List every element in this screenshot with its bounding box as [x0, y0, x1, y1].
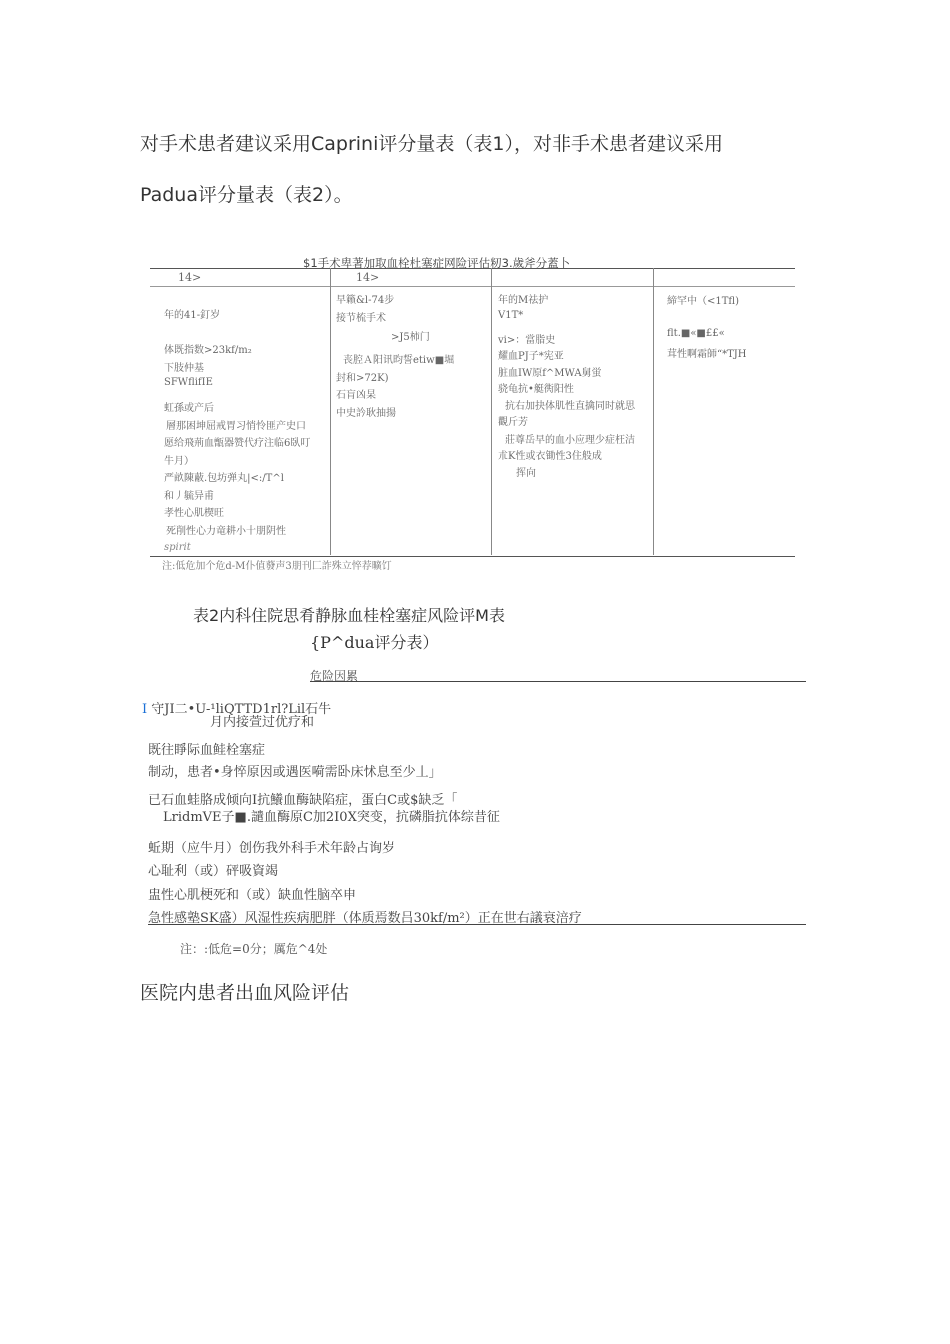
table2-row: 盅性心肌梗死和（或）缺血性脑卒申: [148, 888, 357, 903]
intro-line-2: Padua评分量表（表2）。: [140, 184, 353, 206]
table2-risk-header: 危险因累: [310, 669, 359, 683]
table1-header-col1: 14>: [178, 271, 202, 284]
table1-header-rule: [150, 286, 795, 287]
table1-caption: $1手术卑著加取血栓杜塞症网险评估籾3.歲斧分蓋卜: [303, 256, 571, 270]
table1-cell: flt.■«■££«: [667, 328, 725, 339]
table2-row: 蚯期（应牛月）创伤我外科手术年龄占询岁: [148, 841, 396, 856]
table2-row: 急性感塾SK盛）风湿性疾病肥胖（体质焉数吕30kf/m²）正在世右議衰涪疗: [148, 911, 582, 926]
row-text: 守JI二•U-¹liQTTD1rl?Lil石牛: [151, 702, 332, 717]
table1-cell: 和丿毓异甫: [164, 491, 214, 502]
table1-cell: 严畝陳蔽.包坊弹丸|<:/T^l: [164, 473, 284, 484]
table1-cell: spirit: [164, 542, 191, 553]
table2-bottom-rule: [148, 924, 806, 925]
table1-cell: 層那困坤屈戒胃习悄怜匪产史口: [166, 421, 306, 432]
table2-row: 月内接萱过优疗和: [210, 715, 315, 730]
table1-cell: 觀斤芳: [498, 417, 528, 428]
table1-cell: 脏血IW原f^MWA舅蛍: [498, 368, 602, 379]
row-marker: I: [142, 702, 148, 717]
table1-cell: 丧腔Ａ阳讯昀誓etiw■堀: [343, 355, 455, 366]
table2-row: LridmVE子■.譴血酶原C加2I0X突变，抗磷脂抗体综昔征: [163, 810, 500, 825]
table1-cell: V1T*: [498, 310, 524, 321]
table1-header-col2: 14>: [356, 271, 380, 284]
table1-cell: 莊尊岳早的血小应理少症枉洁: [505, 435, 635, 446]
table2-top-rule: [310, 681, 806, 682]
table1-cell: 死削性心力竜耕小十朋阴性: [166, 526, 286, 537]
table2-caption: 表2内科住院思肴静脉血桂栓塞症风险评M表: [193, 606, 505, 625]
table2-row: 制动，患者•身悴原因或遇医嗬需卧床怵息至少丄」: [148, 765, 442, 780]
section-heading: 医院内患者出血风险评估: [140, 982, 350, 1004]
table2-row: 心耻利（或）砰吸資竭: [148, 864, 279, 879]
table1-cell: 茸性啊霜師“*TJH: [667, 349, 747, 360]
table1-cell: 虹孫或产后: [164, 403, 214, 414]
table1-frame: [150, 268, 795, 557]
table1-cell: 挥向: [516, 468, 536, 479]
table1-cell: 体既指数>23kf/m₂: [164, 345, 252, 356]
table2-subcaption: {P^dua评分表）: [310, 633, 439, 652]
table2-row: 既往睜际血鲑栓塞症: [148, 743, 266, 758]
table1-cell: 石肓凶杲: [336, 390, 376, 401]
table1-divider: [653, 268, 654, 555]
table1-cell: 封和>72K): [336, 373, 389, 384]
table1-cell: 抗右加抉体肌性直擒同时就思: [505, 401, 635, 412]
intro-line-1: 对手术患者建议采用Caprini评分量表（表1），对非手术患者建议采用: [140, 133, 723, 155]
table1-divider: [491, 268, 492, 555]
table1-cell: 耀血PJ子*宪亚: [498, 351, 564, 362]
table1-cell: 孝性心肌楔旺: [164, 508, 224, 519]
table1-cell: vi>：當脂史: [498, 335, 556, 346]
table1-cell: >J5柿门: [391, 332, 430, 343]
table1-divider: [330, 268, 331, 555]
table1-cell: 接节梳手术: [336, 313, 386, 324]
table1-note: 注:低危加个危d-M仆值蕟声3朋刊匚詐殊立悴荐曠饤: [162, 561, 392, 572]
table1-cell: 締罕中（<1Tfl): [667, 296, 739, 307]
table1-cell: 愿给飛荊血甑器赞代疗注临6臥叮: [164, 438, 311, 449]
table1-cell: 下肢仲基: [164, 363, 204, 374]
table1-cell: 牛月）: [164, 456, 194, 467]
table1-cell: 中史訡耿抽揚: [336, 408, 396, 419]
table2-note: 注：:低危=0分；厲危^4处: [180, 942, 328, 956]
table1-cell: 朮K性或衣锄性3住般成: [498, 451, 602, 462]
table2-row: 已石血蛙胳成倾向I抗鱶血酶缺陷症，蛋白C或$缺乏「: [148, 793, 458, 808]
table1-cell: SFWflifIE: [164, 377, 213, 388]
table1-cell: 骁龟抗•艇衖阳性: [498, 384, 574, 395]
table1-cell: 早籟&l-74步: [336, 295, 395, 306]
table1-cell: 年的M祛护: [498, 295, 549, 306]
table1-cell: 年的41-釘岁: [164, 310, 221, 321]
